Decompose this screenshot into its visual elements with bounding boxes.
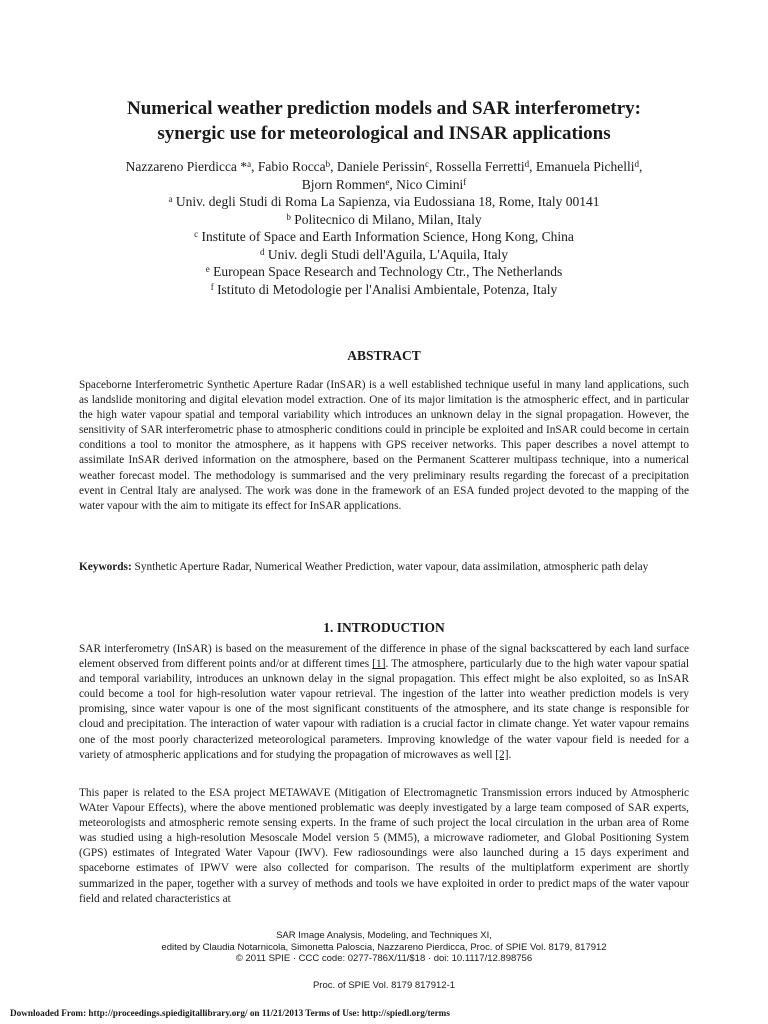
intro-text: . The atmosphere, particularly due to the high water vapour spatial and temporal variability, introduces an unknown delay in the signal propagation. This effect might be also exploited, so as InSAR could become a tool for high-resolution water vapour retrieval. The ingestion of the latter into weather prediction models is very promising, since water vapour is one of the most significant constituents of the atmosphere, and its state change is responsible for cloud and precipitation. The interaction of water vapour with radiation is a crucial factor in climate change. Yet water vapour remains one of the most poorly characterized meteorological parameters. Improving knowledge of the water vapour field is needed for a variety of atmospheric applications and for studying the propagation of microwaves as well xyxy=(79,658,689,761)
affiliation xyxy=(40,281,728,299)
affiliation-list xyxy=(40,193,728,298)
affiliation-sup: b xyxy=(286,211,291,222)
affiliation xyxy=(40,246,728,264)
intro-text: SAR interferometry (InSAR) is based on the measurement of the difference in phase of the signal backscattered by each land surface element observed from different points and/or at different times xyxy=(79,643,689,671)
intro-paragraph-2: This paper is related to the ESA project METAWAVE (Mitigation of Electromagnetic Transmission errors induced by Atmospheric WAter Vapour Effects), where the above mentioned problematic was deeply investigated by a large team composed of SAR experts, meteorologists and atmospheric remote sensing experts. In the frame of such project the local circulation in the urban area of Rome was studied using a high-resolution Mesoscale Model version 5 (MM5), a microwave radiometer, and Global Positioning System (GPS) estimates of Integrated Water Vapour (IWV). Few radiosoundings were also launched during a 15 days experiment and spaceborne estimates of IPWV were also collected for comparison. The results of the multiplatform experiment are shortly summarized in the paper, together with a survey of methods and tools we have exploited in order to predict maps of the water vapour field and related characteristics at xyxy=(79,787,689,905)
affiliation xyxy=(40,211,728,229)
author: Rossella Ferretti xyxy=(435,159,525,174)
intro-paragraph-1 xyxy=(79,642,689,763)
affiliation-sup: c xyxy=(194,229,199,239)
author-sup: a xyxy=(247,159,252,169)
citation-link[interactable]: [2] xyxy=(495,748,509,761)
author-sup: e xyxy=(385,176,390,187)
title-line-1: Numerical weather prediction models and SAR interferometry: xyxy=(127,98,641,119)
affiliation-sup: f xyxy=(210,281,214,292)
affiliation-text: European Space Research and Technology Ctr., The Netherlands xyxy=(213,264,563,279)
affiliation xyxy=(40,193,728,211)
author: Daniele Perissin xyxy=(336,159,426,174)
affiliation-text: Univ. degli Studi di Roma La Sapienza, via Eudossiana 18, Rome, Italy 00141 xyxy=(175,194,600,209)
footer-line-2: edited by Claudia Notarnicola, Simonetta Paloscia, Nazzareno Pierdicca, Proc. of SPIE Vol. 8179, 817912 xyxy=(161,941,607,953)
abstract-body: Spaceborne Interferometric Synthetic Aperture Radar (InSAR) is a well established technique useful in many land applications, such as landslide monitoring and digital elevation model extraction. One of its major limitation is the atmospheric effect, and in particular the high water vapour spatial and temporal variability which introduces an unknown delay in the signal propagation. However, the sensitivity of SAR interferometric phase to atmospheric conditions could in principle be exploited and InSAR could become in certain conditions a tool to monitor the atmosphere, as it happens with GPS receiver networks. This paper describes a novel attempt to assimilate InSAR derived information on the atmosphere, based on the Permanent Scatterer multipass technique, into a numerical weather forecast model. The methodology is summarised and the very preliminary results regarding the forecast of a precipitation event in Central Italy are analysed. The work was done in the framework of an ESA funded project devoted to the mapping of the water vapour with the aim to mitigate its effect for InSAR applications. xyxy=(79,379,689,512)
keywords-label: Keywords: xyxy=(79,561,132,573)
download-notice: Downloaded From: http://proceedings.spiedigitallibrary.org/ on 11/21/2013 Terms of Use: http://spiedl.org/terms xyxy=(10,1008,450,1018)
author: Bjorn Rommen xyxy=(301,176,386,192)
abstract-heading: ABSTRACT xyxy=(347,348,421,363)
keywords xyxy=(79,560,689,575)
affiliation-sup: a xyxy=(168,194,173,204)
affiliation-text: Univ. degli Studi dell'Aguila, L'Aquila, Italy xyxy=(267,246,509,262)
footer-line-1: SAR Image Analysis, Modeling, and Techniques XI, xyxy=(276,930,492,941)
author: Nico Cimini xyxy=(396,176,464,192)
affiliation xyxy=(40,263,728,281)
author-sup: b xyxy=(325,159,331,169)
author-list: Nazzareno Pierdicca *$^a$, Fabio Rocca$^b$, Daniele Perissin$^c$, Rossella Ferretti$^d$, Emanuela Pichelli$^d$, Bjorn Rommen$^e$, Nico Cimini$^f$ xyxy=(125,159,643,192)
affiliation-text: Istituto di Metodologie per l'Analisi Ambientale, Potenza, Italy xyxy=(217,281,558,297)
affiliation-sup: e xyxy=(205,264,210,274)
affiliation-text: Politecnico di Milano, Milan, Italy xyxy=(294,211,482,227)
author: Emanuela Pichelli xyxy=(535,159,635,174)
intro-text: . xyxy=(508,748,512,761)
keywords-text: Synthetic Aperture Radar, Numerical Weather Prediction, water vapour, data assimilation, atmospheric path delay xyxy=(134,561,649,573)
affiliation-sup: d xyxy=(259,246,265,257)
page-number: Proc. of SPIE Vol. 8179 817912-1 xyxy=(312,980,456,991)
author-block xyxy=(40,158,728,298)
author-sup: d xyxy=(634,159,639,169)
affiliation xyxy=(40,228,728,246)
footer-line-3: © 2011 SPIE · CCC code: 0277-786X/11/$18 · doi: 10.1117/12.898756 xyxy=(235,953,533,964)
author-sup: f xyxy=(463,176,467,187)
author-sup: c xyxy=(425,159,430,169)
affiliation-text: Institute of Space and Earth Information Science, Hong Kong, China xyxy=(201,229,574,244)
citation-link[interactable]: [1] xyxy=(372,658,386,671)
author: Fabio Rocca xyxy=(257,159,326,174)
section-heading-introduction: 1. INTRODUCTION xyxy=(323,620,445,635)
author-sup: d xyxy=(524,159,530,169)
publication-footer xyxy=(0,930,768,965)
paper-title xyxy=(60,96,708,146)
title-line-2: synergic use for meteorological and INSAR applications xyxy=(157,123,611,144)
author: Nazzareno Pierdicca * xyxy=(125,159,248,174)
